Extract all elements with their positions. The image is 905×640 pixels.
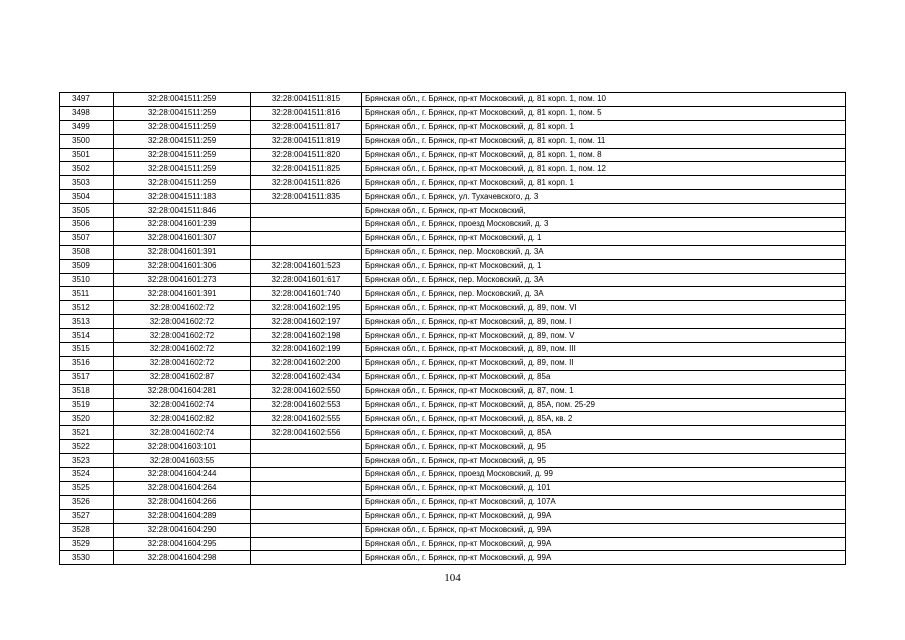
object-cadastral-number-cell <box>251 454 362 468</box>
row-number-cell: 3526 <box>60 495 114 509</box>
object-cadastral-number-cell <box>251 551 362 565</box>
address-cell: Брянская обл., г. Брянск, пр-кт Московский, д. 85А, кв. 2 <box>362 412 846 426</box>
address-cell: Брянская обл., г. Брянск, пер. Московский, д. 3А <box>362 273 846 287</box>
object-cadastral-number-cell: 32:28:0041602:556 <box>251 426 362 440</box>
table-row <box>60 551 846 565</box>
table-row <box>60 176 846 190</box>
table-row <box>60 273 846 287</box>
table-row <box>60 218 846 232</box>
land-cadastral-number-cell: 32:28:0041602:72 <box>114 343 251 357</box>
address-cell: Брянская обл., г. Брянск, пр-кт Московский, д. 81 корп. 1, пом. 8 <box>362 148 846 162</box>
table-row <box>60 148 846 162</box>
table-row <box>60 134 846 148</box>
address-cell: Брянская обл., г. Брянск, пр-кт Московский, д. 81 корп. 1, пом. 12 <box>362 162 846 176</box>
table-row <box>60 106 846 120</box>
address-cell: Брянская обл., г. Брянск, пр-кт Московский, д. 81 корп. 1, пом. 10 <box>362 93 846 107</box>
row-number-cell: 3518 <box>60 384 114 398</box>
land-cadastral-number-cell: 32:28:0041602:74 <box>114 426 251 440</box>
object-cadastral-number-cell: 32:28:0041602:555 <box>251 412 362 426</box>
land-cadastral-number-cell: 32:28:0041511:846 <box>114 204 251 218</box>
address-cell: Брянская обл., г. Брянск, пр-кт Московский, д. 85А <box>362 426 846 440</box>
table-row <box>60 426 846 440</box>
row-number-cell: 3500 <box>60 134 114 148</box>
address-cell: Брянская обл., г. Брянск, пер. Московский, д. 3А <box>362 245 846 259</box>
table-row <box>60 343 846 357</box>
table-body <box>60 93 846 565</box>
data-table-container <box>59 92 846 565</box>
row-number-cell: 3504 <box>60 190 114 204</box>
address-cell: Брянская обл., г. Брянск, пр-кт Московский, д. 107А <box>362 495 846 509</box>
row-number-cell: 3521 <box>60 426 114 440</box>
land-cadastral-number-cell: 32:28:0041601:239 <box>114 218 251 232</box>
land-cadastral-number-cell: 32:28:0041602:74 <box>114 398 251 412</box>
row-number-cell: 3516 <box>60 356 114 370</box>
address-cell: Брянская обл., г. Брянск, проезд Московский, д. 99 <box>362 468 846 482</box>
land-cadastral-number-cell: 32:28:0041601:307 <box>114 231 251 245</box>
object-cadastral-number-cell: 32:28:0041601:523 <box>251 259 362 273</box>
address-cell: Брянская обл., г. Брянск, пр-кт Московский, д. 95 <box>362 440 846 454</box>
object-cadastral-number-cell: 32:28:0041511:825 <box>251 162 362 176</box>
table-row <box>60 287 846 301</box>
land-cadastral-number-cell: 32:28:0041511:259 <box>114 134 251 148</box>
address-cell: Брянская обл., г. Брянск, пр-кт Московский, д. 101 <box>362 481 846 495</box>
object-cadastral-number-cell: 32:28:0041602:200 <box>251 356 362 370</box>
table-row <box>60 190 846 204</box>
land-cadastral-number-cell: 32:28:0041604:281 <box>114 384 251 398</box>
row-number-cell: 3530 <box>60 551 114 565</box>
row-number-cell: 3515 <box>60 343 114 357</box>
address-cell: Брянская обл., г. Брянск, пр-кт Московский, <box>362 204 846 218</box>
land-cadastral-number-cell: 32:28:0041604:289 <box>114 509 251 523</box>
table-row <box>60 509 846 523</box>
object-cadastral-number-cell: 32:28:0041511:820 <box>251 148 362 162</box>
object-cadastral-number-cell: 32:28:0041511:826 <box>251 176 362 190</box>
row-number-cell: 3519 <box>60 398 114 412</box>
object-cadastral-number-cell <box>251 468 362 482</box>
address-cell: Брянская обл., г. Брянск, пр-кт Московский, д. 81 корп. 1 <box>362 176 846 190</box>
address-cell: Брянская обл., г. Брянск, пр-кт Московский, д. 99А <box>362 509 846 523</box>
table-row <box>60 412 846 426</box>
address-cell: Брянская обл., г. Брянск, пр-кт Московский, д. 1 <box>362 259 846 273</box>
row-number-cell: 3502 <box>60 162 114 176</box>
address-cell: Брянская обл., г. Брянск, пр-кт Московский, д. 99А <box>362 537 846 551</box>
object-cadastral-number-cell: 32:28:0041602:197 <box>251 315 362 329</box>
land-cadastral-number-cell: 32:28:0041511:183 <box>114 190 251 204</box>
object-cadastral-number-cell: 32:28:0041601:617 <box>251 273 362 287</box>
land-cadastral-number-cell: 32:28:0041511:259 <box>114 176 251 190</box>
address-cell: Брянская обл., г. Брянск, пр-кт Московский, д. 81 корп. 1 <box>362 120 846 134</box>
land-cadastral-number-cell: 32:28:0041511:259 <box>114 120 251 134</box>
table-row <box>60 468 846 482</box>
address-cell: Брянская обл., г. Брянск, пр-кт Московский, д. 85а <box>362 370 846 384</box>
table-row <box>60 315 846 329</box>
row-number-cell: 3529 <box>60 537 114 551</box>
table-row <box>60 454 846 468</box>
land-cadastral-number-cell: 32:28:0041602:72 <box>114 301 251 315</box>
row-number-cell: 3528 <box>60 523 114 537</box>
object-cadastral-number-cell <box>251 495 362 509</box>
table-row <box>60 356 846 370</box>
row-number-cell: 3503 <box>60 176 114 190</box>
land-cadastral-number-cell: 32:28:0041602:87 <box>114 370 251 384</box>
table-row <box>60 523 846 537</box>
table-row <box>60 259 846 273</box>
land-cadastral-number-cell: 32:28:0041601:306 <box>114 259 251 273</box>
object-cadastral-number-cell <box>251 537 362 551</box>
land-cadastral-number-cell: 32:28:0041602:72 <box>114 356 251 370</box>
land-cadastral-number-cell: 32:28:0041511:259 <box>114 162 251 176</box>
object-cadastral-number-cell: 32:28:0041511:817 <box>251 120 362 134</box>
row-number-cell: 3522 <box>60 440 114 454</box>
table-row <box>60 301 846 315</box>
row-number-cell: 3507 <box>60 231 114 245</box>
object-cadastral-number-cell: 32:28:0041602:198 <box>251 329 362 343</box>
address-cell: Брянская обл., г. Брянск, пр-кт Московский, д. 81 корп. 1, пом. 5 <box>362 106 846 120</box>
row-number-cell: 3525 <box>60 481 114 495</box>
object-cadastral-number-cell <box>251 245 362 259</box>
land-cadastral-number-cell: 32:28:0041602:72 <box>114 315 251 329</box>
table-row <box>60 329 846 343</box>
land-cadastral-number-cell: 32:28:0041604:290 <box>114 523 251 537</box>
land-cadastral-number-cell: 32:28:0041604:298 <box>114 551 251 565</box>
row-number-cell: 3501 <box>60 148 114 162</box>
address-cell: Брянская обл., г. Брянск, пр-кт Московский, д. 99А <box>362 551 846 565</box>
land-cadastral-number-cell: 32:28:0041601:391 <box>114 245 251 259</box>
table-row <box>60 93 846 107</box>
row-number-cell: 3510 <box>60 273 114 287</box>
address-cell: Брянская обл., г. Брянск, пр-кт Московский, д. 1 <box>362 231 846 245</box>
table-row <box>60 231 846 245</box>
land-cadastral-number-cell: 32:28:0041511:259 <box>114 148 251 162</box>
object-cadastral-number-cell <box>251 523 362 537</box>
land-cadastral-number-cell: 32:28:0041604:266 <box>114 495 251 509</box>
row-number-cell: 3498 <box>60 106 114 120</box>
row-number-cell: 3513 <box>60 315 114 329</box>
table-row <box>60 120 846 134</box>
land-cadastral-number-cell: 32:28:0041604:264 <box>114 481 251 495</box>
address-cell: Брянская обл., г. Брянск, пр-кт Московский, д. 81 корп. 1, пом. 11 <box>362 134 846 148</box>
table-row <box>60 481 846 495</box>
page-number: 104 <box>444 572 461 584</box>
row-number-cell: 3506 <box>60 218 114 232</box>
table-row <box>60 440 846 454</box>
table-row <box>60 370 846 384</box>
address-cell: Брянская обл., г. Брянск, пр-кт Московский, д. 89, пом. I <box>362 315 846 329</box>
land-cadastral-number-cell: 32:28:0041603:101 <box>114 440 251 454</box>
object-cadastral-number-cell: 32:28:0041511:819 <box>251 134 362 148</box>
land-cadastral-number-cell: 32:28:0041511:259 <box>114 106 251 120</box>
address-cell: Брянская обл., г. Брянск, пр-кт Московский, д. 89, пом. VI <box>362 301 846 315</box>
land-cadastral-number-cell: 32:28:0041604:244 <box>114 468 251 482</box>
address-cell: Брянская обл., г. Брянск, пр-кт Московский, д. 89, пом. II <box>362 356 846 370</box>
table-row <box>60 495 846 509</box>
land-cadastral-number-cell: 32:28:0041511:259 <box>114 93 251 107</box>
land-cadastral-number-cell: 32:28:0041601:273 <box>114 273 251 287</box>
object-cadastral-number-cell <box>251 440 362 454</box>
address-cell: Брянская обл., г. Брянск, пр-кт Московский, д. 89, пом. V <box>362 329 846 343</box>
address-cell: Брянская обл., г. Брянск, пр-кт Московский, д. 85А, пом. 25-29 <box>362 398 846 412</box>
land-cadastral-number-cell: 32:28:0041604:295 <box>114 537 251 551</box>
table-row <box>60 245 846 259</box>
row-number-cell: 3524 <box>60 468 114 482</box>
land-cadastral-number-cell: 32:28:0041602:72 <box>114 329 251 343</box>
address-cell: Брянская обл., г. Брянск, пр-кт Московский, д. 99А <box>362 523 846 537</box>
object-cadastral-number-cell: 32:28:0041602:195 <box>251 301 362 315</box>
table-row <box>60 162 846 176</box>
row-number-cell: 3497 <box>60 93 114 107</box>
land-cadastral-number-cell: 32:28:0041601:391 <box>114 287 251 301</box>
row-number-cell: 3523 <box>60 454 114 468</box>
object-cadastral-number-cell <box>251 481 362 495</box>
object-cadastral-number-cell: 32:28:0041511:835 <box>251 190 362 204</box>
object-cadastral-number-cell: 32:28:0041601:740 <box>251 287 362 301</box>
table-row <box>60 384 846 398</box>
table-row <box>60 398 846 412</box>
object-cadastral-number-cell <box>251 218 362 232</box>
table-row <box>60 537 846 551</box>
object-cadastral-number-cell: 32:28:0041602:550 <box>251 384 362 398</box>
object-cadastral-number-cell: 32:28:0041602:199 <box>251 343 362 357</box>
object-cadastral-number-cell <box>251 509 362 523</box>
address-cell: Брянская обл., г. Брянск, пр-кт Московский, д. 89, пом. III <box>362 343 846 357</box>
object-cadastral-number-cell <box>251 204 362 218</box>
row-number-cell: 3520 <box>60 412 114 426</box>
row-number-cell: 3527 <box>60 509 114 523</box>
address-cell: Брянская обл., г. Брянск, ул. Тухачевского, д. 3 <box>362 190 846 204</box>
object-cadastral-number-cell: 32:28:0041602:553 <box>251 398 362 412</box>
object-cadastral-number-cell <box>251 231 362 245</box>
row-number-cell: 3512 <box>60 301 114 315</box>
row-number-cell: 3511 <box>60 287 114 301</box>
land-cadastral-number-cell: 32:28:0041603:55 <box>114 454 251 468</box>
address-cell: Брянская обл., г. Брянск, проезд Московский, д. 3 <box>362 218 846 232</box>
row-number-cell: 3514 <box>60 329 114 343</box>
object-cadastral-number-cell: 32:28:0041511:816 <box>251 106 362 120</box>
table-row <box>60 204 846 218</box>
address-cell: Брянская обл., г. Брянск, пр-кт Московский, д. 95 <box>362 454 846 468</box>
land-cadastral-number-cell: 32:28:0041602:82 <box>114 412 251 426</box>
row-number-cell: 3509 <box>60 259 114 273</box>
cadastral-table <box>59 92 846 565</box>
row-number-cell: 3508 <box>60 245 114 259</box>
row-number-cell: 3517 <box>60 370 114 384</box>
row-number-cell: 3505 <box>60 204 114 218</box>
object-cadastral-number-cell: 32:28:0041602:434 <box>251 370 362 384</box>
object-cadastral-number-cell: 32:28:0041511:815 <box>251 93 362 107</box>
row-number-cell: 3499 <box>60 120 114 134</box>
address-cell: Брянская обл., г. Брянск, пр-кт Московский, д. 87, пом. 1 <box>362 384 846 398</box>
address-cell: Брянская обл., г. Брянск, пер. Московский, д. 3А <box>362 287 846 301</box>
